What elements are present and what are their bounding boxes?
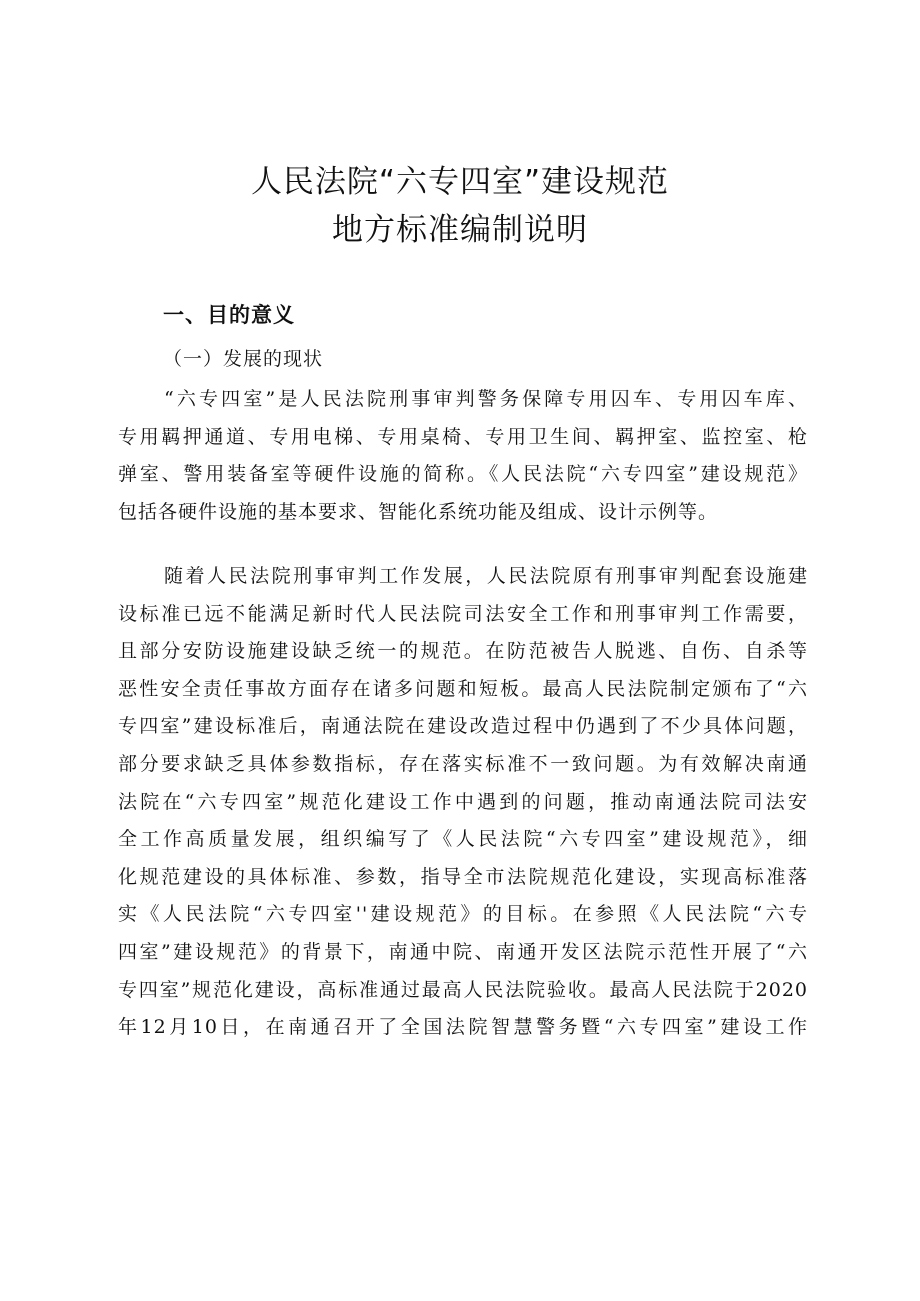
paragraph-line: 全工作高质量发展，组织编写了《人民法院“六专四室”建设规范》，细: [118, 828, 808, 851]
paragraph-line: 包括各硬件设施的基本要求、智能化系统功能及组成、设计示例等。: [118, 500, 719, 523]
paragraph-line: 弹室、警用装备室等硬件设施的简称。《人民法院“六专四室”建设规范》: [118, 463, 808, 486]
paragraph-line: 四室”建设规范》的背景下，南通中院、南通开发区法院示范性开展了“六: [118, 940, 808, 963]
paragraph-1: [118, 381, 808, 531]
paragraph-line: 化规范建设的具体标准、参数，指导全市法院规范化建设，实现高标准落: [118, 865, 808, 888]
paragraph-line: 设标准已远不能满足新时代人民法院司法安全工作和刑事审判工作需要，: [118, 602, 808, 625]
paragraph-2: [118, 558, 808, 1047]
paragraph-line: 恶性安全责任事故方面存在诸多问题和短板。最高人民法院制定颁布了“六: [118, 677, 808, 700]
paragraph-line: 随着人民法院刑事审判工作发展，人民法院原有刑事审判配套设施建: [164, 565, 808, 587]
paragraph-line: 专四室”规范化建设，高标准通过最高人民法院验收。最高人民法院于2020: [118, 978, 808, 1001]
paragraph-line: 且部分安防设施建设缺乏统一的规范。在防范被告人脱逃、自伤、自杀等: [118, 640, 808, 663]
paragraph-line: 专用羁押通道、专用电梯、专用桌椅、专用卫生间、羁押室、监控室、枪: [118, 425, 808, 448]
paragraph-line: 实《人民法院“六专四室''建设规范》的目标。在参照《人民法院“六专: [118, 903, 808, 926]
paragraph-line: 专四室”建设标准后，南通法院在建设改造过程中仍遇到了不少具体问题，: [118, 715, 808, 738]
subsection-heading: （一）发展的现状: [163, 348, 324, 370]
document-title-line-2: 地方标准编制说明: [332, 212, 588, 248]
paragraph-line: 部分要求缺乏具体参数指标，存在落实标准不一致问题。为有效解决南通: [118, 752, 808, 775]
paragraph-line: 年12月10日，在南通召开了全国法院智慧警务暨“六专四室”建设工作: [118, 1016, 808, 1039]
section-heading: 一、目的意义: [163, 303, 295, 327]
paragraph-line: 法院在“六专四室”规范化建设工作中遇到的问题，推动南通法院司法安: [118, 790, 808, 813]
document-title-line-1: 人民法院“六专四室”建设规范: [250, 164, 670, 200]
paragraph-line: “六专四室”是人民法院刑事审判警务保障专用囚车、专用囚车库、: [164, 388, 808, 410]
